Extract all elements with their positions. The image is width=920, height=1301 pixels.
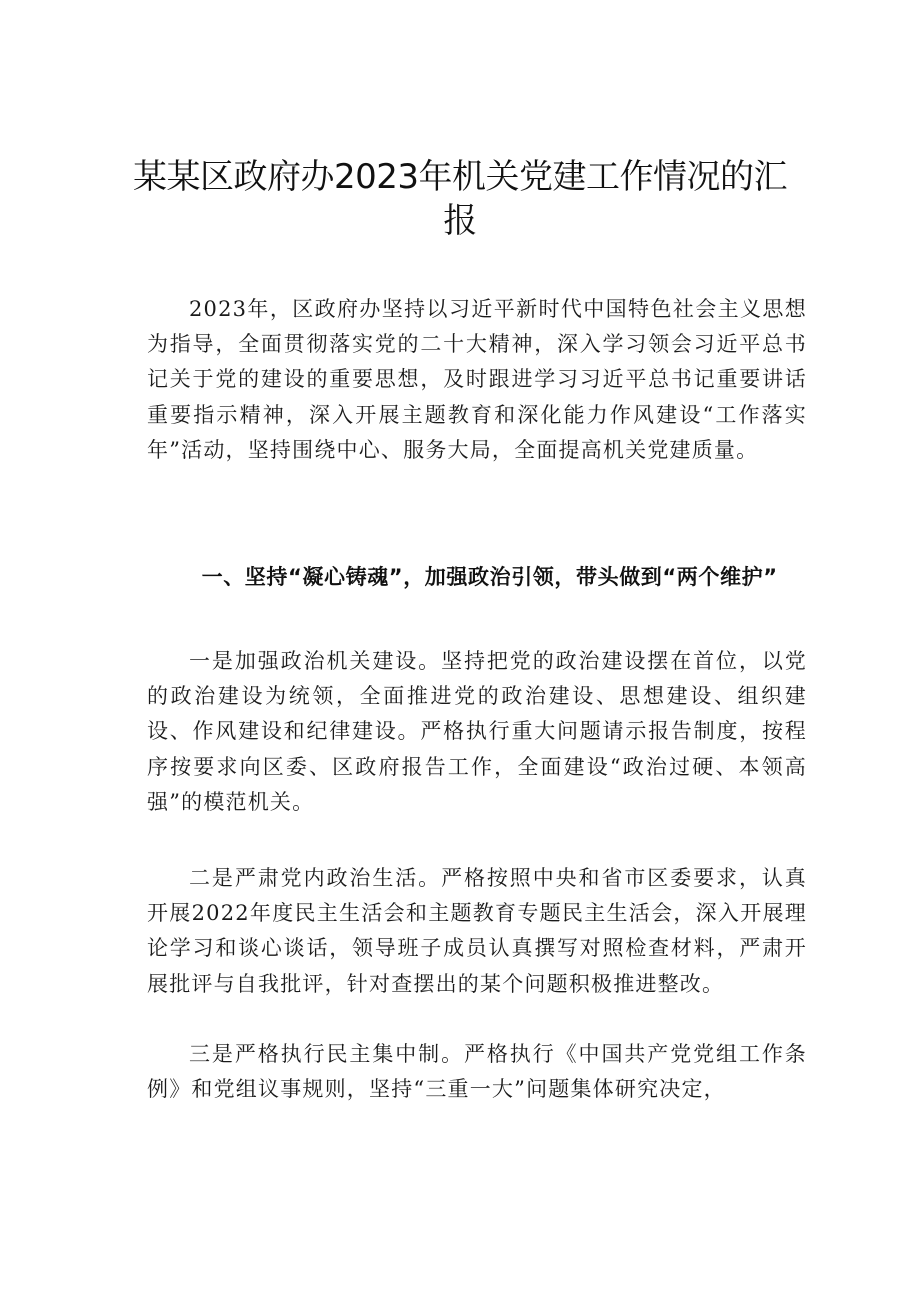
document-title: 某某区政府办2023年机关党建工作情况的汇报 (132, 157, 788, 241)
body-paragraph-3: 三是严格执行民主集中制。严格执行《中国共产党党组工作条例》和党组议事规则，坚持“三重一大”问题集体研究决定， (147, 1042, 807, 1102)
body-paragraph-1: 一是加强政治机关建设。坚持把党的政治建设摆在首位，以党的政治建设为统领，全面推进党的政治建设、思想建设、组织建设、作风建设和纪律建设。严格执行重大问题请示报告制度，按程序按要求向区委、区政府报告工作，全面建设“政治过硬、本领高强”的模范机关。 (147, 649, 807, 814)
section-heading-1: 一、坚持“凝心铸魂”，加强政治引领，带头做到“两个维护” (201, 565, 778, 589)
body-paragraph-2: 二是严肃党内政治生活。严格按照中央和省市区委要求，认真开展2022年度民主生活会和主题教育专题民主生活会，深入开展理论学习和谈心谈话，领导班子成员认真撰写对照检查材料，严肃开展批评与自我批评，针对查摆出的某个问题积极推进整改。 (147, 866, 807, 996)
intro-paragraph: 2023年，区政府办坚持以习近平新时代中国特色社会主义思想为指导，全面贯彻落实党的二十大精神，深入学习领会习近平总书记关于党的建设的重要思想，及时跟进学习习近平总书记重要讲话重要指示精神，深入开展主题教育和深化能力作风建设“工作落实年”活动，坚持围绕中心、服务大局，全面提高机关党建质量。 (147, 297, 807, 462)
